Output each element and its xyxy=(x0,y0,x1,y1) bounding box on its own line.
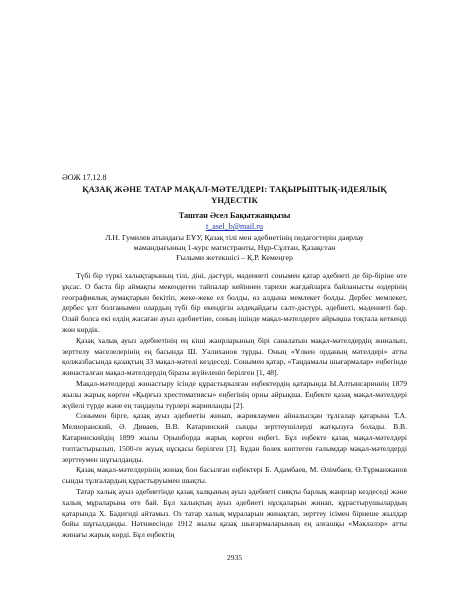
affiliation-line-1: Л.Н. Гумилев атындағы ЕҰУ, Қазақ тілі мен әдебиетінің педагогтерін даярлау xyxy=(105,233,364,242)
author-name: Таштан Әсел Бақытжанқызы xyxy=(178,211,291,220)
article-body xyxy=(62,271,407,541)
article-title-line-1: ҚАЗАҚ ЖӘНЕ ТАТАР МАҚАЛ-МӘТЕЛДЕРІ: ТАҚЫРЫПТЫҚ-ИДЕЯЛЫҚ xyxy=(82,184,387,194)
paragraph: Сонымен бірге, қазақ ауыз әдебиетін жинап, жариялаумен айналысқан тұлғалар қатарына Т.А. Мелиоранский, Ә. Диваев, В.В. Катаринский сынды зерттеушілерді жатқызуға болады. В.В. Катаринскийдің 1899 жылы Орынборда жарық көрген еңбегі. Бұл еңбекте қазақ мақал-мәтелдері топтастырылып, 1500-ге жуық нұсқасы берілген [3]. Бұдан бөлек көптеген ғалымдар мақал-мәтелдерді зерттеумен шұғылданды. xyxy=(62,411,407,464)
affiliation-line-3: Ғылыми жетекшісі – Қ.Р. Кемеңгер xyxy=(176,253,293,262)
article-title-line-2: ҮНДЕСТІК xyxy=(211,195,258,205)
page-number: 2935 xyxy=(226,553,243,562)
author-email-link[interactable]: t_asel_b@mail.ru xyxy=(206,222,263,231)
paragraph: Түбі бір түркі халықтарының тілі, діні, дәстүрі, мәдениеті сонымен қатар әдебиеті де бір-біріне өте ұқсас. О баста бір аймақты мекендеген тайпалар кейіннен тарихи жағдайларға байланысты өздерінің географиялық аумақтарын бекітіп, жеке-жеке ел болды, өз алдына мемлекет болды. Дербес мемлекет, дербес ұлт болғанымен олардың түбі бір екендігін әлдеқайдағы салт-дәстүрі, әдебиеті, мәдениеті бар. Олай болса екі елдің жасаған ауыз әдебиетіне, соның ішінде мақал-мәтелдерге айрықша тоқтала кеткенді жөн көрдік. xyxy=(62,271,407,334)
affiliation-line-2: мамандығының 1-курс магистранты, Нұр-Сұлтан, Қазақстан xyxy=(133,243,336,252)
udc-code: ӘОЖ 17.12.8 xyxy=(62,173,107,182)
paragraph: Мақал-мәтелдерді жинастыру ісінде құрастырылған еңбектердің қатарында Ы.Алтынсариннің 1879 жылы жарық көрген «Қырғыз хрестоматиясы» еңбегінің орны айрықша. Еңбекте қазақ мақал-мәтелдері жүйелі түрде және ең таңдаулы түрлері жарияланды [2]. xyxy=(62,378,407,410)
paragraph: Татар халық ауыз әдебиетінде қазақ халқының ауыз әдебиеті сияқты барлық жанрлар кездеседі және халық мұраларына өте бай. Бұл халықтың ауыз әдебиеті нұсқаларын жинап, құрастырушылардың қатарында Х. Бадигиді айтамыз. Оз татар халық мұраларын жинақтап, зерттеу ісімен бірнеше жылдар бойы шұғылданды. Нәтижесінде 1912 жылы қазақ шығармаларының ең алғашқы «Мәкләлэр» атты жинағы жарық көрді. Бұл еңбектің xyxy=(62,486,407,540)
paragraph: Қазақ халық ауыз әдебиетінің ең кіші жанрларының бірі саналатын мақал-мәтелдердің жиналып, зерттелу мәселелерінің ең басында Ш. Уәлиханов тұрды. Оның «Ұлкен орданың мәтелдері» атты қолжазбасында қазақтың 33 мақал-мәтелі кездеседі. Сонымен қатар, «Таңдамалы шығармалар» еңбегінде жинасталған мақал-мәтелдердің біразы жүйеленіп берілген [1, 48]. xyxy=(62,335,407,378)
paragraph: Қазақ мақал-мәтелдерінің жинақ бон басылған еңбектері Б. Адамбаев, М. Әлімбаев, Ө.Тұрманжанов сынды тұлғалардың құрастыруымен шықты. xyxy=(62,465,407,486)
